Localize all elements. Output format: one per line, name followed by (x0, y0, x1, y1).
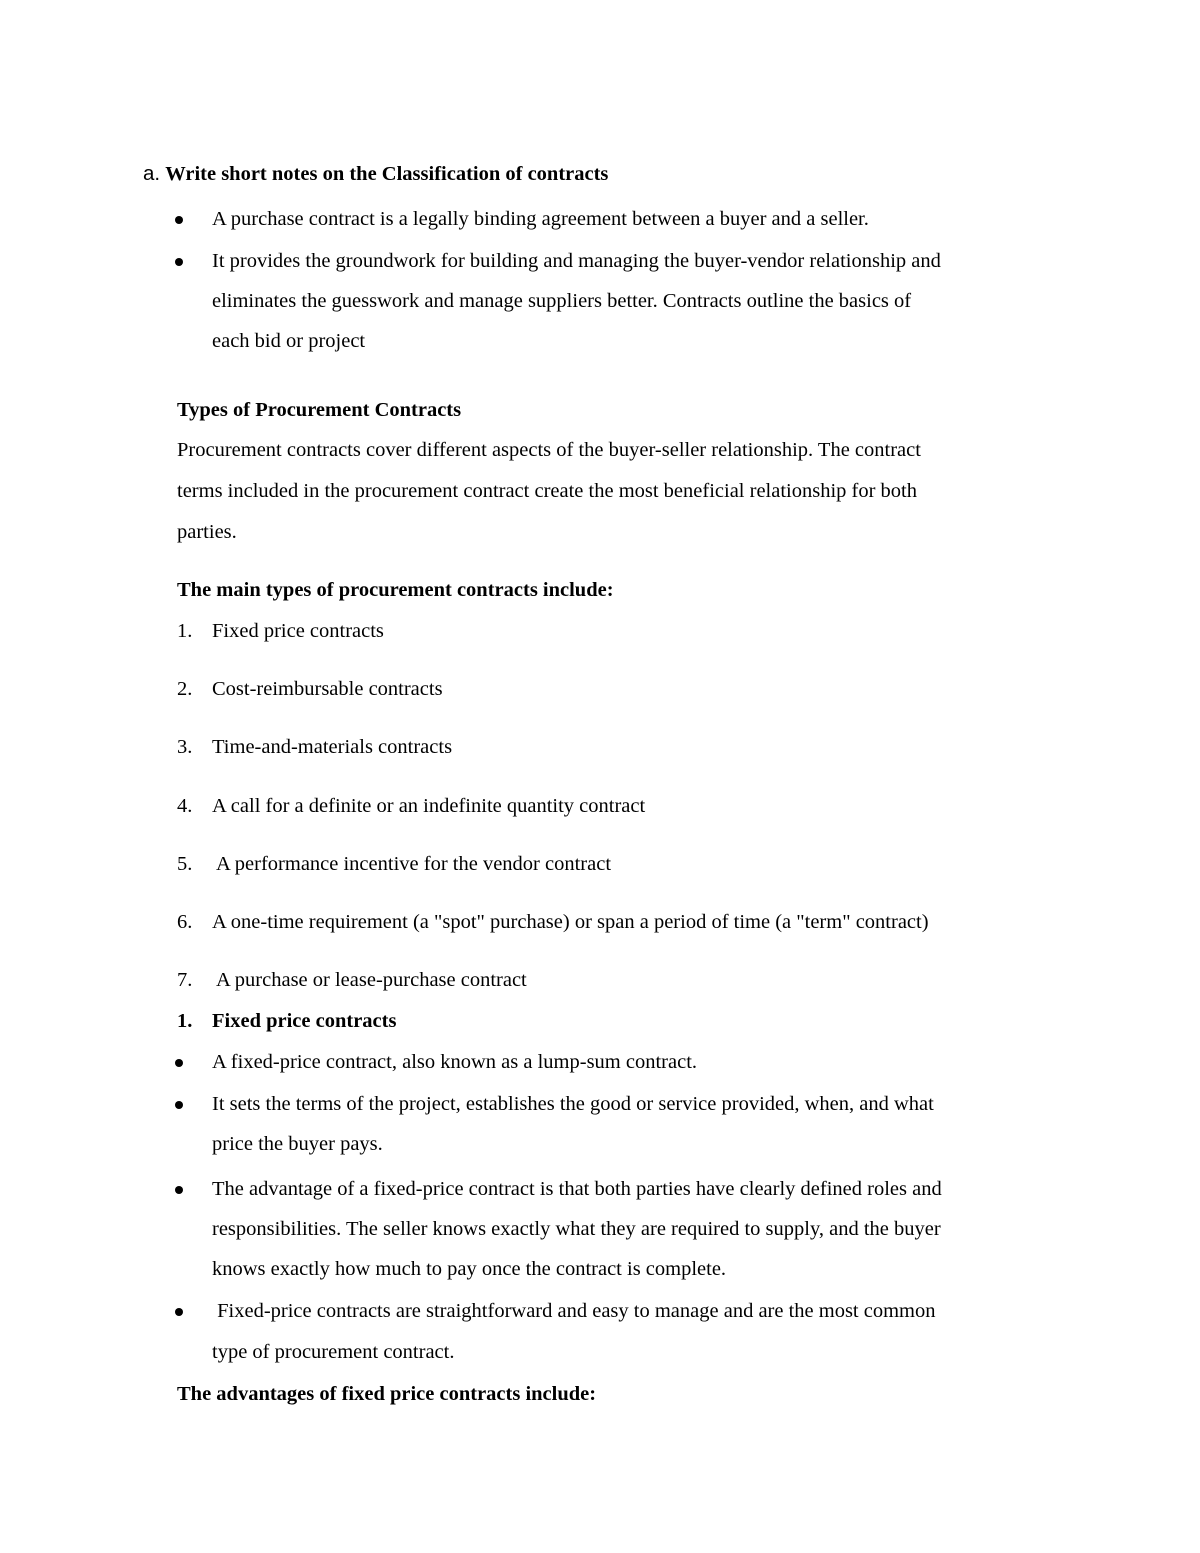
list-item: A purchase or lease-purchase contract (212, 969, 527, 991)
list-item: Cost-reimbursable contracts (212, 678, 443, 700)
list-number: 1. (177, 620, 193, 642)
intro-bullet-1: A purchase contract is a legally binding agreement between a buyer and a seller. (212, 208, 869, 230)
section-number: 1. (177, 1010, 193, 1032)
list-number: 6. (177, 911, 193, 933)
fixed-bullet-3-cont: knows exactly how much to pay once the contract is complete. (212, 1258, 727, 1280)
fixed-bullet-2: It sets the terms of the project, establishes the good or service provided, when, and what (212, 1093, 934, 1115)
list-number: 7. (177, 969, 193, 991)
intro-bullet-2-cont: eliminates the guesswork and manage suppliers better. Contracts outline the basics of (212, 290, 912, 312)
fixed-bullet-3-cont: responsibilities. The seller knows exactly what they are required to supply, and the buyer (212, 1218, 941, 1240)
bullet-icon (175, 216, 183, 224)
types-heading: Types of Procurement Contracts (177, 399, 462, 421)
types-paragraph-line: parties. (177, 521, 237, 543)
intro-bullet-2-cont: each bid or project (212, 330, 366, 352)
heading-a-text: Write short notes on the Classification of contracts (165, 163, 609, 185)
bullet-icon (175, 1308, 183, 1316)
fixed-bullet-4: Fixed-price contracts are straightforward and easy to manage and are the most common (212, 1300, 936, 1322)
fixed-heading: Fixed price contracts (212, 1010, 397, 1032)
fixed-bullet-2-cont: price the buyer pays. (212, 1133, 383, 1155)
bullet-icon (175, 1059, 183, 1067)
bullet-icon (175, 258, 183, 266)
fixed-bullet-1: A fixed-price contract, also known as a lump-sum contract. (212, 1051, 698, 1073)
bullet-icon (175, 1101, 183, 1109)
heading-a (143, 164, 608, 185)
types-paragraph-line: Procurement contracts cover different aspects of the buyer-seller relationship. The contract (177, 439, 921, 461)
list-item: Fixed price contracts (212, 620, 384, 642)
intro-bullet-2: It provides the groundwork for building and managing the buyer-vendor relationship and (212, 250, 941, 272)
list-number: 2. (177, 678, 193, 700)
list-item: Time-and-materials contracts (212, 736, 453, 758)
list-number: 5. (177, 853, 193, 875)
main-types-heading: The main types of procurement contracts include: (177, 579, 614, 601)
heading-a-prefix: a. (143, 162, 161, 185)
fixed-bullet-4-cont: type of procurement contract. (212, 1341, 455, 1363)
types-paragraph-line: terms included in the procurement contract create the most beneficial relationship for both (177, 480, 918, 502)
list-item: A call for a definite or an indefinite quantity contract (212, 795, 646, 817)
advantages-heading: The advantages of fixed price contracts include: (177, 1383, 597, 1405)
bullet-icon (175, 1186, 183, 1194)
list-number: 3. (177, 736, 193, 758)
list-item: A performance incentive for the vendor contract (212, 853, 612, 875)
list-item: A one-time requirement (a "spot" purchase) or span a period of time (a "term" contract) (212, 911, 929, 933)
fixed-bullet-3: The advantage of a fixed-price contract is that both parties have clearly defined roles and (212, 1178, 942, 1200)
list-number: 4. (177, 795, 193, 817)
